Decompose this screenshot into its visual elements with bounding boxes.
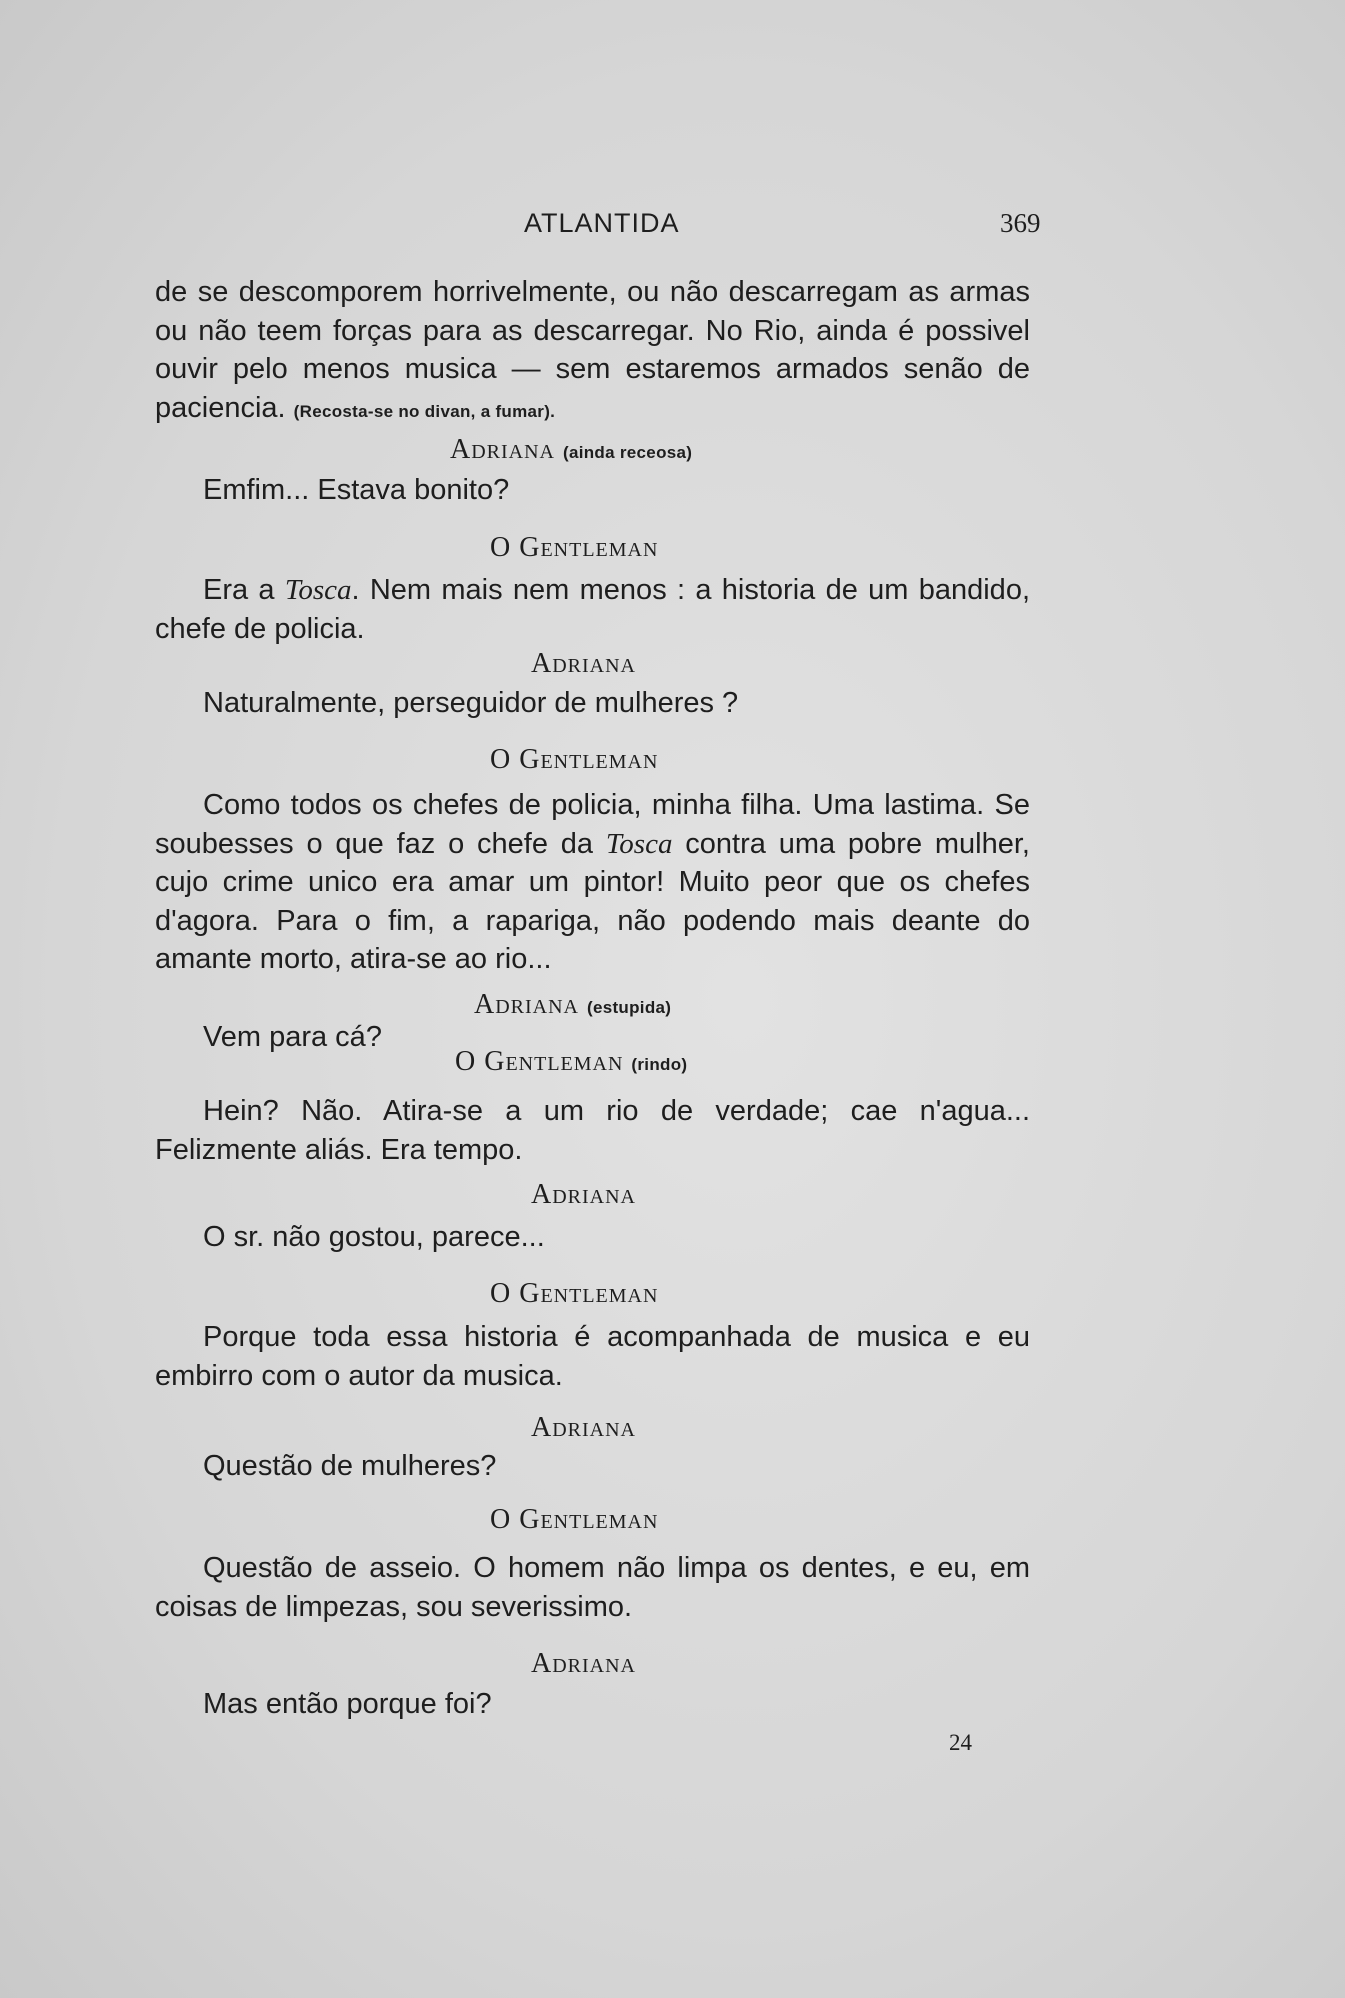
speech xyxy=(155,684,1030,723)
speaker-gentleman xyxy=(490,1278,658,1310)
speaker-adriana xyxy=(531,1648,636,1680)
speaker-adriana xyxy=(474,989,671,1021)
speaker-name: O Gentleman xyxy=(455,1046,624,1077)
stage-direction: (rindo) xyxy=(631,1055,688,1074)
speaker-name: O Gentleman xyxy=(490,1278,659,1309)
speech-text: Questão de asseio. O homem não limpa os dentes, e eu, em coisas de limpezas, sou severissimo. xyxy=(155,1552,1030,1623)
speaker-name: Adriana xyxy=(531,1648,636,1679)
speech-text: Emfim... Estava bonito? xyxy=(203,474,510,506)
speech-text: O sr. não gostou, parece... xyxy=(203,1221,545,1253)
work-title: Tosca xyxy=(605,827,673,860)
speaker-gentleman xyxy=(455,1046,687,1078)
speaker-adriana xyxy=(531,1179,636,1211)
speech-text: Mas então porque foi? xyxy=(203,1688,492,1720)
opening-text: de se descomporem horrivelmente, ou não descarregam as armas ou não teem forças para as descarregar. No Rio, ainda é possivel ouvir pelo menos musica — sem estaremos armados senão de paciencia. xyxy=(155,276,1030,424)
speaker-name: Adriana xyxy=(531,1179,636,1210)
speech xyxy=(155,1549,1030,1626)
speech xyxy=(155,571,1030,648)
speaker-name: Adriana xyxy=(474,989,579,1020)
speech xyxy=(155,471,1030,510)
speaker-gentleman xyxy=(490,1504,658,1536)
speaker-name: O Gentleman xyxy=(490,744,659,775)
stage-direction: (ainda receosa) xyxy=(563,443,693,462)
speech xyxy=(155,1092,1030,1169)
work-title: Tosca xyxy=(284,574,352,606)
speech-text: Vem para cá? xyxy=(203,1021,382,1053)
speaker-name: O Gentleman xyxy=(490,532,659,563)
speech-text: Como todos os chefes de policia, minha filha. Uma lastima. Se soubesses o que faz o chefe da Tosca contra uma pobre mulher, cujo crime unico era amar um pintor! Muito peor que os chefes d'agora. Para o fim, a rapariga, não podendo mais deante do amante morto, atira-se ao rio... xyxy=(155,789,1030,975)
running-title: ATLANTIDA xyxy=(524,208,680,238)
speech xyxy=(155,1685,1030,1724)
speech xyxy=(155,1218,1030,1257)
speech-text: Naturalmente, perseguidor de mulheres ? xyxy=(203,687,739,719)
speech xyxy=(155,1318,1030,1395)
running-header xyxy=(0,208,1345,248)
speaker-adriana xyxy=(531,648,636,680)
speaker-adriana xyxy=(450,434,692,466)
stage-direction: (Recosta-se no divan, a fumar). xyxy=(293,401,556,421)
speech-text: Porque toda essa historia é acompanhada de musica e eu embirro com o autor da musica. xyxy=(155,1321,1030,1392)
page-number: 369 xyxy=(1000,208,1041,238)
speech xyxy=(155,786,1030,979)
speaker-name: O Gentleman xyxy=(490,1504,659,1535)
speech xyxy=(155,1447,1030,1486)
speaker-gentleman xyxy=(490,532,658,564)
speaker-adriana xyxy=(531,1412,636,1444)
speaker-name: Adriana xyxy=(450,434,555,465)
speaker-gentleman xyxy=(490,744,658,776)
speech-text: Hein? Não. Atira-se a um rio de verdade; cae n'agua... Felizmente aliás. Era tempo. xyxy=(155,1095,1030,1166)
stage-direction: (estupida) xyxy=(587,998,672,1017)
signature-mark: 24 xyxy=(949,1730,972,1755)
speech-text: Questão de mulheres? xyxy=(203,1450,497,1482)
opening-paragraph xyxy=(155,273,1030,431)
speech-text: Era a Tosca. Nem mais nem menos : a historia de um bandido, chefe de policia. xyxy=(155,574,1030,645)
speaker-name: Adriana xyxy=(531,1412,636,1443)
speaker-name: Adriana xyxy=(531,648,636,679)
